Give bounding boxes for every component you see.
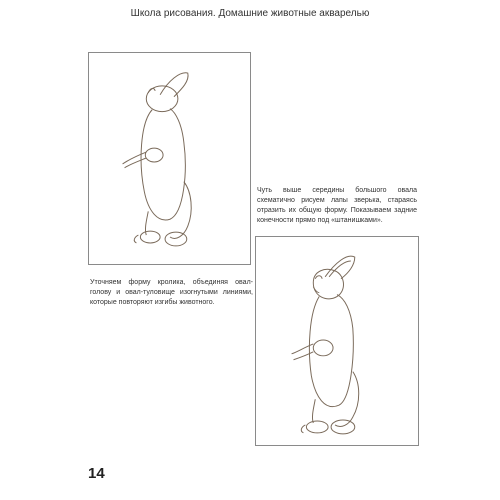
illustration-frame-2: [255, 236, 419, 446]
caption-right: Чуть выше середины большого овала схематично рисуем лапы зверька, стараясь отразить их общую форму. Показываем задние конечности прямо под «штанишками».: [257, 187, 417, 224]
rabbit-sketch-2: [256, 237, 418, 445]
rabbit-sketch-1: [89, 53, 250, 264]
page-number: 14: [88, 465, 105, 482]
illustration-frame-1: [88, 52, 251, 265]
caption-left: Уточняем форму кролика, объединяя овал-голову и овал-туловище изогнутыми линиями, которые повторяют изгибы животного.: [90, 279, 253, 306]
page-header: Школа рисования. Домашние животные акварелью: [130, 8, 370, 19]
